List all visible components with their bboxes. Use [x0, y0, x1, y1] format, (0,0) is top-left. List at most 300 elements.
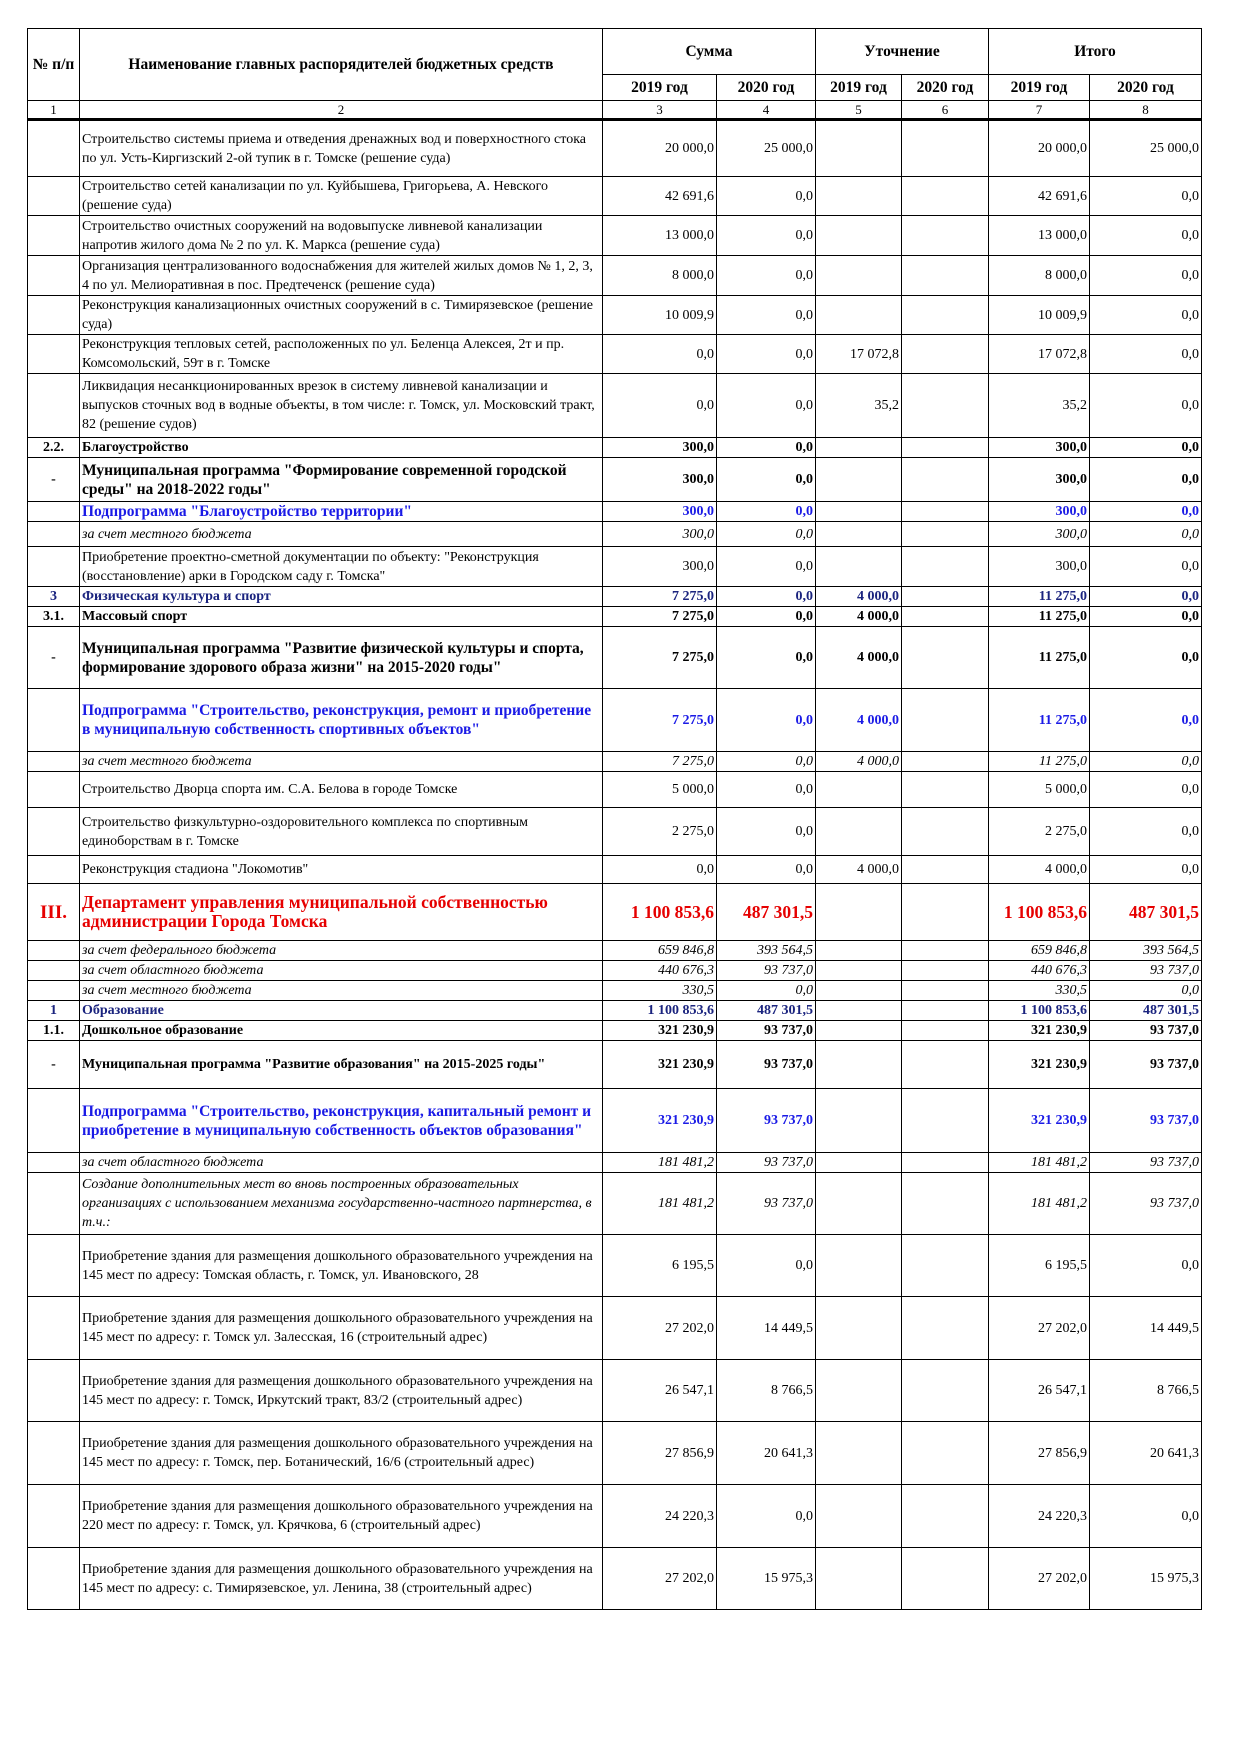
cell-sum-2019: 0,0: [603, 856, 717, 884]
cell-correction-2019: 17 072,8: [816, 335, 902, 374]
row-name: Организация централизованного водоснабжения для жителей жилых домов № 1, 2, 3, 4 по ул. Мелиоративная в пос. Предтеченск (решение суда): [80, 256, 603, 296]
row-name: Физическая культура и спорт: [80, 587, 603, 607]
cell-correction-2020: [902, 1173, 989, 1235]
cell-total-2020: 0,0: [1090, 607, 1202, 627]
cell-total-2019: 11 275,0: [989, 627, 1090, 689]
row-number: [28, 808, 80, 856]
cell-total-2020: 93 737,0: [1090, 961, 1202, 981]
cell-correction-2020: [902, 1041, 989, 1089]
table-row: [28, 502, 1202, 522]
cell-sum-2020: 0,0: [717, 1235, 816, 1297]
cell-correction-2020: [902, 961, 989, 981]
cell-total-2020: 0,0: [1090, 627, 1202, 689]
cell-correction-2019: 4 000,0: [816, 607, 902, 627]
row-number: [28, 1422, 80, 1485]
budget-table: [27, 28, 1202, 1610]
cell-total-2019: 181 481,2: [989, 1153, 1090, 1173]
row-number: [28, 335, 80, 374]
row-name: Реконструкция стадиона "Локомотив": [80, 856, 603, 884]
cell-correction-2019: [816, 1089, 902, 1153]
cell-total-2020: 0,0: [1090, 335, 1202, 374]
table-row: [28, 808, 1202, 856]
cell-total-2020: 0,0: [1090, 752, 1202, 772]
table-row: [28, 1422, 1202, 1485]
row-name: Подпрограмма "Строительство, реконструкция, капитальный ремонт и приобретение в муниципальную собственность объектов образования": [80, 1089, 603, 1153]
row-number: [28, 752, 80, 772]
table-row: [28, 1360, 1202, 1422]
cell-total-2020: 0,0: [1090, 438, 1202, 458]
cell-correction-2019: [816, 1041, 902, 1089]
cell-sum-2020: 15 975,3: [717, 1548, 816, 1610]
cell-sum-2020: 0,0: [717, 296, 816, 335]
table-row: [28, 961, 1202, 981]
row-number: [28, 856, 80, 884]
header-year: 2019 год: [816, 75, 902, 101]
row-name: Департамент управления муниципальной собственностью администрации Города Томска: [80, 884, 603, 941]
row-name: за счет областного бюджета: [80, 961, 603, 981]
cell-sum-2019: 26 547,1: [603, 1360, 717, 1422]
cell-total-2019: 24 220,3: [989, 1485, 1090, 1548]
cell-total-2019: 6 195,5: [989, 1235, 1090, 1297]
cell-sum-2019: 181 481,2: [603, 1153, 717, 1173]
row-number: [28, 941, 80, 961]
cell-sum-2019: 10 009,9: [603, 296, 717, 335]
cell-sum-2019: 1 100 853,6: [603, 884, 717, 941]
cell-total-2020: 93 737,0: [1090, 1021, 1202, 1041]
cell-total-2020: 0,0: [1090, 1235, 1202, 1297]
cell-sum-2019: 42 691,6: [603, 177, 717, 216]
cell-sum-2020: 20 641,3: [717, 1422, 816, 1485]
cell-total-2019: 4 000,0: [989, 856, 1090, 884]
cell-correction-2020: [902, 1422, 989, 1485]
cell-sum-2019: 7 275,0: [603, 587, 717, 607]
cell-correction-2020: [902, 216, 989, 256]
table-row: [28, 177, 1202, 216]
cell-correction-2020: [902, 120, 989, 177]
cell-total-2020: 0,0: [1090, 256, 1202, 296]
cell-total-2019: 5 000,0: [989, 772, 1090, 808]
cell-total-2019: 27 856,9: [989, 1422, 1090, 1485]
header-num: № п/п: [28, 29, 80, 101]
cell-total-2020: 0,0: [1090, 522, 1202, 547]
cell-correction-2020: [902, 374, 989, 438]
cell-total-2020: 0,0: [1090, 502, 1202, 522]
row-name: Реконструкция тепловых сетей, расположенных по ул. Беленца Алексея, 2т и пр. Комсомольский, 59т в г. Томске: [80, 335, 603, 374]
cell-sum-2019: 6 195,5: [603, 1235, 717, 1297]
cell-sum-2019: 300,0: [603, 502, 717, 522]
table-row: [28, 438, 1202, 458]
row-number: [28, 177, 80, 216]
cell-total-2019: 11 275,0: [989, 587, 1090, 607]
cell-correction-2020: [902, 1360, 989, 1422]
cell-total-2020: 0,0: [1090, 216, 1202, 256]
table-row: [28, 607, 1202, 627]
cell-sum-2019: 20 000,0: [603, 120, 717, 177]
cell-sum-2020: 0,0: [717, 547, 816, 587]
table-row: [28, 335, 1202, 374]
cell-correction-2020: [902, 627, 989, 689]
cell-correction-2019: [816, 1001, 902, 1021]
cell-total-2020: 0,0: [1090, 981, 1202, 1001]
row-name: за счет местного бюджета: [80, 981, 603, 1001]
cell-correction-2019: 4 000,0: [816, 752, 902, 772]
cell-correction-2019: [816, 1153, 902, 1173]
cell-total-2020: 487 301,5: [1090, 884, 1202, 941]
cell-sum-2019: 7 275,0: [603, 752, 717, 772]
cell-total-2019: 42 691,6: [989, 177, 1090, 216]
cell-sum-2019: 321 230,9: [603, 1089, 717, 1153]
cell-total-2019: 1 100 853,6: [989, 884, 1090, 941]
cell-sum-2020: 93 737,0: [717, 1089, 816, 1153]
cell-correction-2020: [902, 1235, 989, 1297]
cell-correction-2019: [816, 177, 902, 216]
cell-correction-2019: [816, 1485, 902, 1548]
cell-sum-2019: 300,0: [603, 547, 717, 587]
cell-correction-2019: [816, 216, 902, 256]
row-name: Массовый спорт: [80, 607, 603, 627]
table-row: [28, 1548, 1202, 1610]
cell-sum-2020: 93 737,0: [717, 1041, 816, 1089]
cell-sum-2019: 1 100 853,6: [603, 1001, 717, 1021]
cell-sum-2019: 659 846,8: [603, 941, 717, 961]
cell-total-2020: 0,0: [1090, 547, 1202, 587]
cell-total-2019: 181 481,2: [989, 1173, 1090, 1235]
row-number: [28, 547, 80, 587]
cell-sum-2019: 8 000,0: [603, 256, 717, 296]
cell-sum-2020: 0,0: [717, 522, 816, 547]
cell-correction-2019: 4 000,0: [816, 689, 902, 752]
row-name: Муниципальная программа "Развитие физической культуры и спорта, формирование здорового образа жизни" на 2015-2020 годы": [80, 627, 603, 689]
cell-sum-2019: 2 275,0: [603, 808, 717, 856]
row-name: за счет местного бюджета: [80, 522, 603, 547]
row-number: [28, 374, 80, 438]
row-name: Муниципальная программа "Формирование современной городской среды" на 2018-2022 годы": [80, 458, 603, 502]
cell-sum-2020: 25 000,0: [717, 120, 816, 177]
table-row: [28, 1089, 1202, 1153]
cell-sum-2020: 0,0: [717, 981, 816, 1001]
table-body: [28, 120, 1202, 1610]
cell-sum-2019: 330,5: [603, 981, 717, 1001]
cell-correction-2020: [902, 689, 989, 752]
cell-total-2019: 27 202,0: [989, 1548, 1090, 1610]
row-number: [28, 1173, 80, 1235]
cell-sum-2020: 0,0: [717, 587, 816, 607]
cell-sum-2020: 93 737,0: [717, 1173, 816, 1235]
cell-total-2019: 440 676,3: [989, 961, 1090, 981]
cell-sum-2020: 0,0: [717, 438, 816, 458]
cell-sum-2019: 0,0: [603, 374, 717, 438]
cell-sum-2020: 93 737,0: [717, 1021, 816, 1041]
cell-correction-2020: [902, 296, 989, 335]
cell-correction-2019: [816, 522, 902, 547]
row-number: [28, 216, 80, 256]
cell-correction-2020: [902, 856, 989, 884]
table-row: [28, 522, 1202, 547]
cell-sum-2019: 27 202,0: [603, 1548, 717, 1610]
cell-total-2019: 2 275,0: [989, 808, 1090, 856]
cell-correction-2019: [816, 458, 902, 502]
row-number: [28, 1153, 80, 1173]
row-number: [28, 296, 80, 335]
cell-correction-2020: [902, 884, 989, 941]
table-row: [28, 1173, 1202, 1235]
table-row: [28, 884, 1202, 941]
cell-total-2019: 1 100 853,6: [989, 1001, 1090, 1021]
cell-sum-2019: 300,0: [603, 438, 717, 458]
cell-sum-2019: 321 230,9: [603, 1041, 717, 1089]
row-number: 2.2.: [28, 438, 80, 458]
cell-correction-2019: [816, 1021, 902, 1041]
cell-total-2019: 8 000,0: [989, 256, 1090, 296]
cell-total-2019: 35,2: [989, 374, 1090, 438]
table-row: [28, 941, 1202, 961]
cell-total-2019: 330,5: [989, 981, 1090, 1001]
cell-correction-2019: [816, 1173, 902, 1235]
cell-total-2020: 393 564,5: [1090, 941, 1202, 961]
cell-total-2019: 300,0: [989, 502, 1090, 522]
cell-sum-2020: 14 449,5: [717, 1297, 816, 1360]
cell-sum-2019: 300,0: [603, 458, 717, 502]
cell-correction-2019: [816, 961, 902, 981]
cell-total-2020: 8 766,5: [1090, 1360, 1202, 1422]
table-row: [28, 458, 1202, 502]
row-number: [28, 502, 80, 522]
row-name: Ликвидация несанкционированных врезок в систему ливневой канализации и выпусков сточных вод в водные объекты, в том числе: г. Томск, ул. Московский тракт, 82 (решение судов): [80, 374, 603, 438]
row-name: Приобретение проектно-сметной документации по объекту: "Реконструкция (восстановление) арки в Городском саду г. Томска": [80, 547, 603, 587]
table-row: [28, 1485, 1202, 1548]
cell-correction-2020: [902, 1297, 989, 1360]
table-row: [28, 981, 1202, 1001]
cell-correction-2019: 35,2: [816, 374, 902, 438]
table-row: [28, 1041, 1202, 1089]
cell-correction-2020: [902, 177, 989, 216]
row-name: за счет областного бюджета: [80, 1153, 603, 1173]
cell-total-2020: 15 975,3: [1090, 1548, 1202, 1610]
table-row: [28, 752, 1202, 772]
row-number: -: [28, 458, 80, 502]
cell-sum-2019: 27 202,0: [603, 1297, 717, 1360]
cell-correction-2019: [816, 1360, 902, 1422]
header-year: 2020 год: [717, 75, 816, 101]
cell-correction-2019: [816, 1548, 902, 1610]
cell-sum-2020: 93 737,0: [717, 1153, 816, 1173]
cell-correction-2020: [902, 808, 989, 856]
cell-sum-2020: 0,0: [717, 256, 816, 296]
header-year: 2019 год: [603, 75, 717, 101]
cell-total-2019: 26 547,1: [989, 1360, 1090, 1422]
row-name: Подпрограмма "Строительство, реконструкция, ремонт и приобретение в муниципальную собственность спортивных объектов": [80, 689, 603, 752]
cell-correction-2019: [816, 502, 902, 522]
row-number: [28, 772, 80, 808]
cell-sum-2020: 0,0: [717, 772, 816, 808]
cell-sum-2019: 24 220,3: [603, 1485, 717, 1548]
row-name: Приобретение здания для размещения дошкольного образовательного учреждения на 145 мест по адресу: Томская область, г. Томск, ул. Ивановского, 28: [80, 1235, 603, 1297]
cell-correction-2020: [902, 1548, 989, 1610]
cell-sum-2019: 0,0: [603, 335, 717, 374]
cell-total-2019: 659 846,8: [989, 941, 1090, 961]
row-name: Строительство очистных сооружений на водовыпуске ливневой канализации напротив жилого дома № 2 по ул. К. Маркса (решение суда): [80, 216, 603, 256]
col-number: 3: [603, 101, 717, 120]
row-number: 3: [28, 587, 80, 607]
cell-correction-2020: [902, 752, 989, 772]
cell-total-2020: 0,0: [1090, 458, 1202, 502]
table-row: [28, 627, 1202, 689]
cell-sum-2020: 0,0: [717, 856, 816, 884]
table-row: [28, 1235, 1202, 1297]
table-header: [28, 29, 1202, 120]
table-row: [28, 689, 1202, 752]
cell-total-2019: 300,0: [989, 438, 1090, 458]
cell-correction-2020: [902, 587, 989, 607]
cell-correction-2020: [902, 438, 989, 458]
row-number: [28, 1485, 80, 1548]
cell-correction-2020: [902, 1021, 989, 1041]
cell-total-2019: 20 000,0: [989, 120, 1090, 177]
row-number: [28, 689, 80, 752]
cell-total-2020: 0,0: [1090, 1485, 1202, 1548]
cell-total-2020: 487 301,5: [1090, 1001, 1202, 1021]
cell-total-2020: 0,0: [1090, 587, 1202, 607]
cell-correction-2020: [902, 547, 989, 587]
cell-correction-2020: [902, 772, 989, 808]
row-name: за счет местного бюджета: [80, 752, 603, 772]
row-name: Приобретение здания для размещения дошкольного образовательного учреждения на 145 мест по адресу: г. Томск, пер. Ботанический, 16/6 (строительный адрес): [80, 1422, 603, 1485]
cell-total-2020: 0,0: [1090, 296, 1202, 335]
cell-total-2020: 93 737,0: [1090, 1041, 1202, 1089]
cell-total-2019: 11 275,0: [989, 752, 1090, 772]
cell-correction-2020: [902, 1001, 989, 1021]
header-group-sum: Сумма: [603, 29, 816, 75]
cell-sum-2020: 0,0: [717, 752, 816, 772]
cell-correction-2019: [816, 1235, 902, 1297]
cell-total-2019: 300,0: [989, 547, 1090, 587]
cell-sum-2019: 27 856,9: [603, 1422, 717, 1485]
cell-sum-2020: 0,0: [717, 216, 816, 256]
cell-total-2019: 27 202,0: [989, 1297, 1090, 1360]
cell-correction-2019: [816, 981, 902, 1001]
row-name: Муниципальная программа "Развитие образования" на 2015-2025 годы": [80, 1041, 603, 1089]
cell-correction-2019: [816, 884, 902, 941]
cell-sum-2020: 0,0: [717, 458, 816, 502]
cell-correction-2019: 4 000,0: [816, 627, 902, 689]
cell-correction-2020: [902, 1153, 989, 1173]
cell-correction-2019: [816, 296, 902, 335]
row-number: 1.1.: [28, 1021, 80, 1041]
header-year: 2020 год: [902, 75, 989, 101]
row-name: Строительство сетей канализации по ул. Куйбышева, Григорьева, А. Невского (решение суда): [80, 177, 603, 216]
cell-total-2019: 11 275,0: [989, 607, 1090, 627]
cell-sum-2020: 93 737,0: [717, 961, 816, 981]
cell-total-2020: 0,0: [1090, 856, 1202, 884]
cell-correction-2020: [902, 458, 989, 502]
cell-sum-2020: 0,0: [717, 607, 816, 627]
cell-correction-2019: [816, 1297, 902, 1360]
row-number: [28, 120, 80, 177]
table-row: [28, 1297, 1202, 1360]
cell-sum-2019: 5 000,0: [603, 772, 717, 808]
row-name: Приобретение здания для размещения дошкольного образовательного учреждения на 145 мест по адресу: г. Томск ул. Залесская, 16 (строительный адрес): [80, 1297, 603, 1360]
cell-sum-2020: 0,0: [717, 808, 816, 856]
cell-correction-2020: [902, 941, 989, 961]
cell-sum-2019: 440 676,3: [603, 961, 717, 981]
cell-total-2019: 10 009,9: [989, 296, 1090, 335]
cell-correction-2019: 4 000,0: [816, 587, 902, 607]
cell-correction-2019: [816, 1422, 902, 1485]
row-number: [28, 961, 80, 981]
cell-total-2020: 0,0: [1090, 177, 1202, 216]
col-number: 4: [717, 101, 816, 120]
row-number: [28, 1548, 80, 1610]
cell-sum-2020: 0,0: [717, 627, 816, 689]
table-row: [28, 120, 1202, 177]
row-name: Создание дополнительных мест во вновь построенных образовательных организациях с использованием механизма государственно-частного партнерства, в т.ч.:: [80, 1173, 603, 1235]
cell-sum-2019: 181 481,2: [603, 1173, 717, 1235]
table-row: [28, 547, 1202, 587]
cell-sum-2020: 0,0: [717, 177, 816, 216]
cell-total-2020: 14 449,5: [1090, 1297, 1202, 1360]
cell-sum-2020: 0,0: [717, 689, 816, 752]
cell-sum-2020: 393 564,5: [717, 941, 816, 961]
row-name: Подпрограмма "Благоустройство территории": [80, 502, 603, 522]
col-number: 2: [80, 101, 603, 120]
row-name: Строительство системы приема и отведения дренажных вод и поверхностного стока по ул. Усть-Киргизский 2-ой тупик в г. Томске (решение суда): [80, 120, 603, 177]
table-row: [28, 856, 1202, 884]
row-name: Строительство Дворца спорта им. С.А. Белова в городе Томске: [80, 772, 603, 808]
col-number: 1: [28, 101, 80, 120]
row-number: [28, 256, 80, 296]
row-number: [28, 1297, 80, 1360]
cell-total-2019: 11 275,0: [989, 689, 1090, 752]
cell-total-2020: 0,0: [1090, 689, 1202, 752]
cell-correction-2020: [902, 1485, 989, 1548]
row-number: -: [28, 1041, 80, 1089]
row-number: -: [28, 627, 80, 689]
cell-total-2020: 93 737,0: [1090, 1089, 1202, 1153]
table-row: [28, 374, 1202, 438]
row-name: Дошкольное образование: [80, 1021, 603, 1041]
cell-correction-2019: [816, 256, 902, 296]
col-number: 6: [902, 101, 989, 120]
table-row: [28, 1021, 1202, 1041]
col-number: 8: [1090, 101, 1202, 120]
header-group-correction: Уточнение: [816, 29, 989, 75]
cell-sum-2019: 13 000,0: [603, 216, 717, 256]
cell-sum-2020: 487 301,5: [717, 1001, 816, 1021]
cell-sum-2020: 0,0: [717, 1485, 816, 1548]
table-row: [28, 1153, 1202, 1173]
row-number: [28, 1235, 80, 1297]
cell-correction-2019: [816, 120, 902, 177]
cell-correction-2020: [902, 502, 989, 522]
table-row: [28, 296, 1202, 335]
row-number: [28, 522, 80, 547]
cell-total-2020: 0,0: [1090, 808, 1202, 856]
row-number: [28, 981, 80, 1001]
cell-sum-2020: 487 301,5: [717, 884, 816, 941]
table-row: [28, 1001, 1202, 1021]
cell-correction-2019: [816, 941, 902, 961]
row-name: Благоустройство: [80, 438, 603, 458]
cell-correction-2020: [902, 335, 989, 374]
cell-correction-2019: [816, 547, 902, 587]
cell-sum-2020: 8 766,5: [717, 1360, 816, 1422]
cell-total-2020: 0,0: [1090, 374, 1202, 438]
cell-correction-2020: [902, 522, 989, 547]
cell-total-2020: 20 641,3: [1090, 1422, 1202, 1485]
row-number: [28, 1360, 80, 1422]
row-number: [28, 1089, 80, 1153]
cell-correction-2020: [902, 1089, 989, 1153]
